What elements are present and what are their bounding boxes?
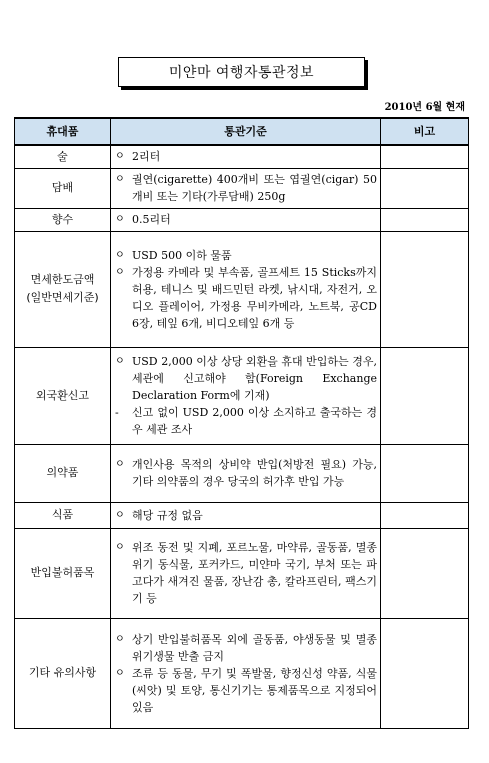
bullet-mark: ㅇ (115, 459, 125, 470)
category-cell: 향수 (15, 208, 111, 231)
note-cell (381, 347, 469, 444)
note-cell (381, 444, 469, 502)
standard-item (115, 171, 377, 205)
bullet-mark: - (115, 406, 119, 419)
category-cell: 반입불허품목 (15, 528, 111, 618)
standard-cell (111, 347, 381, 444)
bullet-mark: ㅇ (115, 542, 125, 553)
table-row (15, 618, 469, 728)
standard-cell (111, 231, 381, 347)
table-row (15, 168, 469, 208)
date-label: 2010년 6월 현재 (384, 102, 465, 113)
table-row (15, 444, 469, 502)
standard-item (115, 264, 377, 332)
category-cell (15, 231, 111, 347)
bullet-mark: ㅇ (115, 214, 125, 225)
standard-item (115, 507, 377, 524)
header-standard: 통관기준 (111, 118, 381, 145)
standard-item (115, 211, 377, 228)
standard-cell (111, 618, 381, 728)
document-title: 미얀마 여행자통관정보 (118, 57, 365, 87)
standard-text: 조류 등 동물, 무기 및 폭발물, 향정신성 약품, 식물(씨앗) 및 토양, 통신기기는 통제품목으로 지정되어 있음 (132, 666, 377, 714)
standard-cell (111, 528, 381, 618)
table-row (15, 145, 469, 168)
standard-cell (111, 444, 381, 502)
standard-cell (111, 208, 381, 231)
bullet-mark: ㅇ (115, 249, 125, 261)
standard-text: 위조 동전 및 지폐, 포르노물, 마약류, 골동품, 멸종위기 동식물, 포커카드, 미얀마 국기, 부처 또는 파고다가 새겨진 물품, 장난감 총, 칼라프린터, 팩스기기 등 (132, 541, 377, 605)
bullet-mark: ㅇ (115, 356, 125, 367)
table-row (15, 347, 469, 444)
standard-text: USD 500 이하 물품 (132, 248, 232, 262)
note-cell (381, 208, 469, 231)
category-line: (일반면세기준) (26, 291, 99, 304)
table-row (15, 231, 469, 347)
note-cell (381, 168, 469, 208)
bullet-mark: ㅇ (115, 509, 125, 521)
standard-cell (111, 145, 381, 168)
bullet-mark: ㅇ (115, 667, 125, 679)
category-cell: 의약품 (15, 444, 111, 502)
standard-item (115, 539, 377, 607)
header-note: 비고 (381, 118, 469, 145)
standard-item (115, 631, 377, 665)
header-row (15, 118, 469, 145)
standard-text: 신고 없이 USD 2,000 이상 소지하고 출국하는 경우 세관 조사 (132, 406, 377, 436)
note-cell (381, 502, 469, 528)
standard-item (115, 148, 377, 165)
standard-text: 2리터 (132, 150, 161, 164)
standard-text: 가정용 카메라 및 부속품, 골프세트 15 Sticks까지 허용, 테니스 및 배드민턴 라켓, 낚시대, 자전거, 오디오 플레이어, 가정용 무비카메라, 노트북, 공CD 6장, 테잎 6개, 비디오테잎 6개 등 (132, 265, 377, 330)
category-cell: 식품 (15, 502, 111, 528)
category-cell: 기타 유의사항 (15, 618, 111, 728)
standard-item (115, 404, 377, 438)
category-cell: 술 (15, 145, 111, 168)
standard-cell (111, 502, 381, 528)
category-line: 면세한도금액 (30, 273, 95, 286)
table-row (15, 502, 469, 528)
standard-item (115, 665, 377, 716)
category-cell: 담배 (15, 168, 111, 208)
standard-text: 해당 규정 없음 (132, 508, 203, 522)
standard-text: 개인사용 목적의 상비약 반입(처방전 필요) 가능, 기타 의약품의 경우 당국의 허가후 반입 가능 (132, 458, 377, 488)
standard-text: USD 2,000 이상 상당 외환을 휴대 반입하는 경우, 세관에 신고해야 함(Foreign Exchange Declaration Form에 기재) (132, 355, 377, 402)
note-cell (381, 145, 469, 168)
bullet-mark: ㅇ (115, 633, 125, 645)
standard-item (115, 247, 377, 264)
standard-text: 궐연(cigarette) 400개비 또는 엽궐연(cigar) 50개비 또는 기타(가루담배) 250g (132, 173, 377, 203)
category-cell: 외국환신고 (15, 347, 111, 444)
table-row (15, 528, 469, 618)
standard-item (115, 456, 377, 490)
note-cell (381, 231, 469, 347)
header-item: 휴대품 (15, 118, 111, 145)
standard-text: 0.5리터 (132, 213, 171, 226)
standard-text: 상기 반입불허품목 외에 골동품, 야생동물 및 멸종위기생물 반출 금지 (132, 632, 377, 663)
bullet-mark: ㅇ (115, 266, 125, 278)
standard-cell (111, 168, 381, 208)
bullet-mark: ㅇ (115, 151, 125, 163)
standard-item (115, 353, 377, 404)
note-cell (381, 528, 469, 618)
note-cell (381, 618, 469, 728)
bullet-mark: ㅇ (115, 174, 125, 185)
table-row (15, 208, 469, 231)
customs-table (14, 117, 469, 729)
